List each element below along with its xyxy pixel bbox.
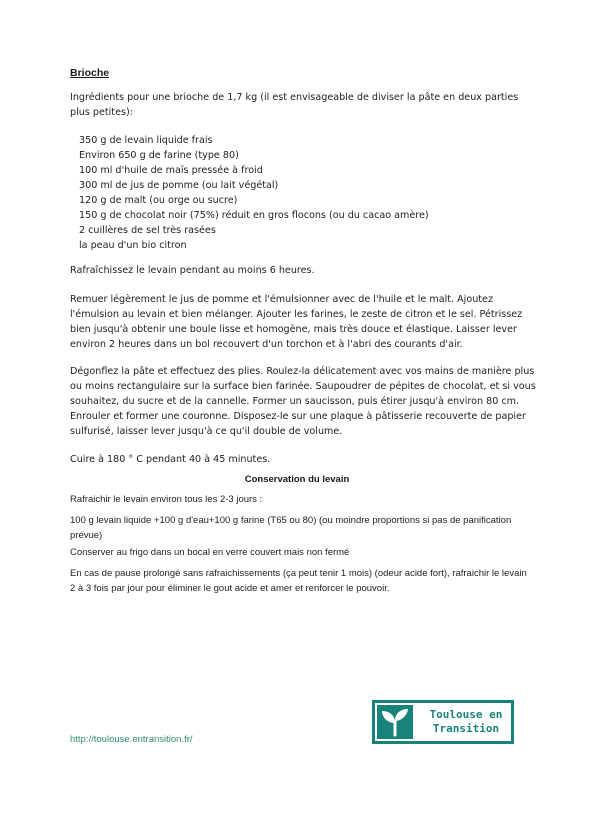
conservation-paragraph-2: 100 g levain liquide +100 g d'eau+100 g farine (T65 ou 80) (ou moindre proportions si pas de panification prévue) — [70, 515, 512, 541]
ingredient-item: la peau d'un bio citron — [79, 240, 187, 251]
ingredient-item: 120 g de malt (ou orge ou sucre) — [79, 195, 238, 206]
intro-paragraph: Ingrédients pour une brioche de 1,7 kg (il est envisageable de diviser la pâte en deux parties plus petites): — [70, 92, 519, 118]
conservation-paragraph-1: Rafraichir le levain environ tous les 2-3 jours : — [70, 494, 263, 505]
ingredient-item: 2 cuillères de sel très rasées — [79, 225, 216, 236]
step-mix: Remuer légèrement le jus de pomme et l'émulsionner avec de l'huile et le malt. Ajoutez l'émulsion au levain et bien mélanger. Ajouter les farines, le zeste de citron et le sel. Pétrissez bien jusqu'à obtenir une boule lisse et homogène, mais très douce et élastique. Laisser lever environ 2 heures dans un bol recouvert d'un torchon et à l'abri des courants d'air. — [70, 294, 523, 350]
recipe-title: Brioche — [70, 67, 110, 79]
ingredient-item: 100 ml d'huile de maïs pressée à froid — [79, 165, 263, 176]
step-shape: Dégonflez la pâte et effectuez des plies. Roulez-la délicatement avec vos mains de manière plus ou moins rectangulaire sur la surface bien farinée. Saupoudrer de pépites de chocolat, et si vous souhaitez, du sucre et de la cannelle. Former un saucisson, puis étirer jusqu'à environ 80 cm. Enrouler et former une couronne. Disposez-le sur une plaque à pâtisserie recouverte de papier sulfurisé, laisser lever jusqu'à ce qu'il double de volume. — [70, 366, 536, 437]
step-refresh-levain: Rafraîchissez le levain pendant au moins 6 heures. — [70, 265, 315, 276]
ingredient-item: Environ 650 g de farine (type 80) — [79, 150, 239, 161]
ingredient-item: 150 g de chocolat noir (75%) réduit en gros flocons (ou du cacao amère) — [79, 210, 429, 221]
logo-line-2: Transition — [432, 722, 500, 735]
conservation-paragraph-3: Conserver au frigo dans un bocal en verre couvert mais non fermé — [70, 547, 350, 558]
ingredient-item: 300 ml de jus de pomme (ou lait végétal) — [79, 180, 279, 191]
logo-line-1: Toulouse en — [429, 708, 503, 721]
ingredient-item: 350 g de levain liquide frais — [79, 135, 213, 146]
section-title-conservation: Conservation du levain — [244, 474, 350, 485]
website-link[interactable]: http://toulouse.entransition.fr/ — [70, 734, 193, 745]
conservation-paragraph-4: En cas de pause prolongé sans rafraichissements (ça peut tenir 1 mois) (odeur acide fort), rafraichir le levain 2 à 3 fois par jour pour éliminer le gout acide et amer et renforcer le pouvoir. — [70, 568, 527, 594]
step-bake: Cuire à 180 ° C pendant 40 à 45 minutes. — [70, 454, 271, 465]
logo-text — [421, 708, 511, 736]
sprout-icon — [377, 705, 413, 739]
ingredients-list — [79, 133, 429, 253]
toulouse-en-transition-logo — [372, 700, 514, 744]
